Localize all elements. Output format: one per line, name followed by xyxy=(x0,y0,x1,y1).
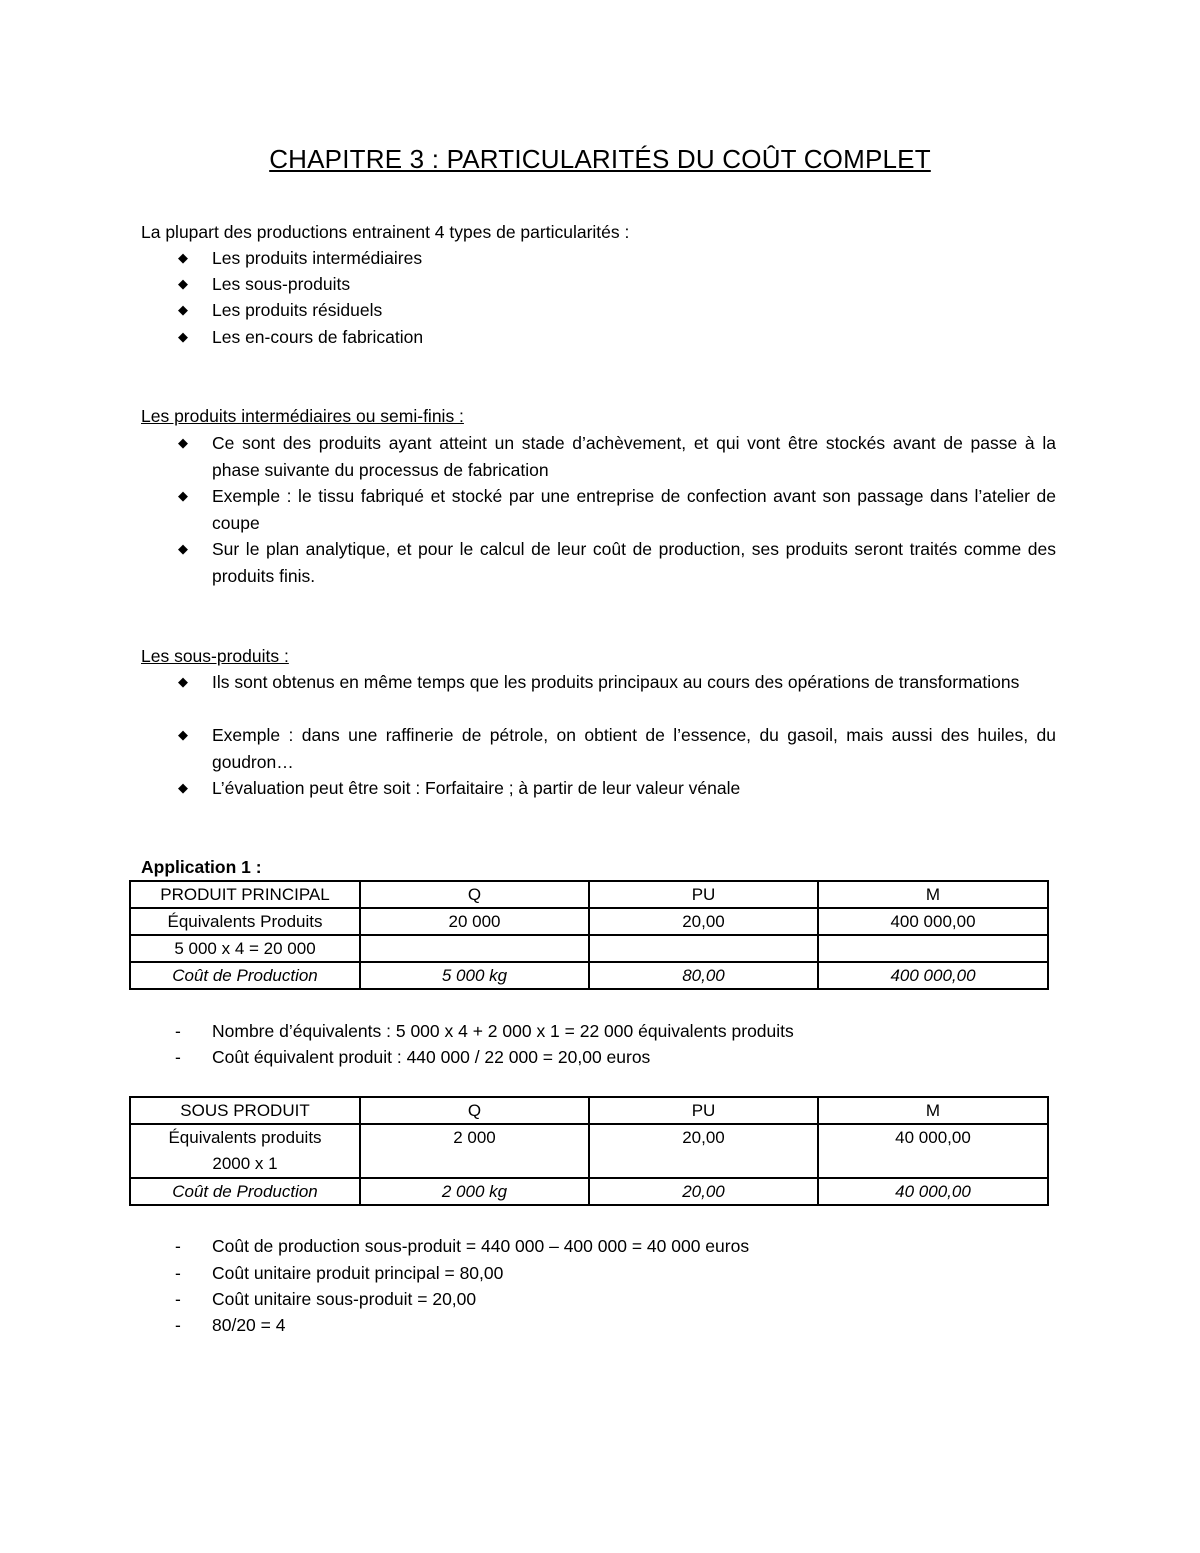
note-item: 80/20 = 4 xyxy=(212,1315,286,1335)
intro-text: La plupart des productions entrainent 4 types de particularités : xyxy=(141,222,630,242)
table-sous-produit xyxy=(129,1096,1049,1206)
table-cell: Q xyxy=(360,881,589,908)
bullet-icon: ◆ xyxy=(178,435,188,450)
bullet-icon: ◆ xyxy=(178,329,188,344)
table-cell: 400 000,00 xyxy=(818,962,1048,989)
bullet-icon: ◆ xyxy=(178,302,188,317)
table-cell: PRODUIT PRINCIPAL xyxy=(130,881,360,908)
intermediaires-item: Sur le plan analytique, et pour le calcul de leur coût de production, ses produits seront traités comme des produits finis. xyxy=(212,539,1056,586)
page-title: CHAPITRE 3 : PARTICULARITÉS DU COÛT COMPLET xyxy=(269,144,931,174)
table-header-row xyxy=(130,881,1048,908)
dash-marker: - xyxy=(175,1236,181,1256)
table-cell: 20 000 xyxy=(360,908,589,935)
table-cell: 2 000 xyxy=(360,1124,589,1178)
note-item: Coût unitaire sous-produit = 20,00 xyxy=(212,1289,477,1309)
bullet-icon: ◆ xyxy=(178,727,188,742)
table-cell: PU xyxy=(589,881,818,908)
table-cell: 2 000 kg xyxy=(360,1178,589,1205)
table-cell xyxy=(589,935,818,962)
table-cell xyxy=(360,935,589,962)
note-item: Nombre d’équivalents : 5 000 x 4 + 2 000 x 1 = 22 000 équivalents produits xyxy=(212,1021,794,1041)
table-cell xyxy=(818,935,1048,962)
table-cell: Q xyxy=(360,1097,589,1124)
table-cell: 20,00 xyxy=(589,908,818,935)
intermediaires-item: Ce sont des produits ayant atteint un stade d’achèvement, et qui vont être stockés avant de passe à la phase suivante du processus de fabrication xyxy=(212,433,1056,480)
table-cell: 80,00 xyxy=(589,962,818,989)
bullet-icon: ◆ xyxy=(178,276,188,291)
table-header-row xyxy=(130,1097,1048,1124)
note-item: Coût équivalent produit : 440 000 / 22 000 = 20,00 euros xyxy=(212,1047,651,1067)
table-cell: 20,00 xyxy=(589,1178,818,1205)
table-cell: SOUS PRODUIT xyxy=(130,1097,360,1124)
table-cell: 5 000 kg xyxy=(360,962,589,989)
sous-produits-item: L’évaluation peut être soit : Forfaitaire ; à partir de leur valeur vénale xyxy=(212,778,741,798)
table-cell: 40 000,00 xyxy=(818,1178,1048,1205)
table-produit-principal xyxy=(129,880,1049,990)
application-heading: Application 1 : xyxy=(141,857,262,877)
cell-line: Équivalents produits xyxy=(168,1128,322,1147)
section-heading-intermediaires: Les produits intermédiaires ou semi-finis : xyxy=(141,406,464,426)
table-row xyxy=(130,1124,1048,1178)
table-cell: 20,00 xyxy=(589,1124,818,1178)
table-cell: Coût de Production xyxy=(130,962,360,989)
dash-marker: - xyxy=(175,1315,181,1335)
intro-item: Les sous-produits xyxy=(212,274,351,294)
dash-marker: - xyxy=(175,1289,181,1309)
table-row xyxy=(130,962,1048,989)
bullet-icon: ◆ xyxy=(178,488,188,503)
dash-marker: - xyxy=(175,1263,181,1283)
table-cell: M xyxy=(818,1097,1048,1124)
table-cell: Coût de Production xyxy=(130,1178,360,1205)
table-cell: 5 000 x 4 = 20 000 xyxy=(130,935,360,962)
sous-produits-item: Exemple : dans une raffinerie de pétrole, on obtient de l’essence, du gasoil, mais aussi des huiles, du goudron… xyxy=(212,725,1056,772)
sous-produits-item: Ils sont obtenus en même temps que les produits principaux au cours des opérations de transformations xyxy=(212,672,1020,692)
section-heading-sous-produits: Les sous-produits : xyxy=(141,646,289,666)
table-row xyxy=(130,935,1048,962)
bullet-icon: ◆ xyxy=(178,541,188,556)
table-cell: M xyxy=(818,881,1048,908)
note-item: Coût unitaire produit principal = 80,00 xyxy=(212,1263,504,1283)
table-cell: Équivalents Produits xyxy=(130,908,360,935)
table-row xyxy=(130,1178,1048,1205)
bullet-icon: ◆ xyxy=(178,780,188,795)
table-row xyxy=(130,908,1048,935)
intro-item: Les produits résiduels xyxy=(212,300,383,320)
table-cell xyxy=(130,1124,360,1178)
dash-marker: - xyxy=(175,1021,181,1041)
intro-item: Les produits intermédiaires xyxy=(212,248,423,268)
bullet-icon: ◆ xyxy=(178,250,188,265)
bullet-icon: ◆ xyxy=(178,674,188,689)
table-cell: 400 000,00 xyxy=(818,908,1048,935)
cell-line: 2000 x 1 xyxy=(212,1154,278,1173)
dash-marker: - xyxy=(175,1047,181,1067)
table-cell: 40 000,00 xyxy=(818,1124,1048,1178)
note-item: Coût de production sous-produit = 440 000 – 400 000 = 40 000 euros xyxy=(212,1236,750,1256)
intro-item: Les en-cours de fabrication xyxy=(212,327,424,347)
table-cell: PU xyxy=(589,1097,818,1124)
intermediaires-item: Exemple : le tissu fabriqué et stocké par une entreprise de confection avant son passage dans l’atelier de coupe xyxy=(212,486,1056,533)
